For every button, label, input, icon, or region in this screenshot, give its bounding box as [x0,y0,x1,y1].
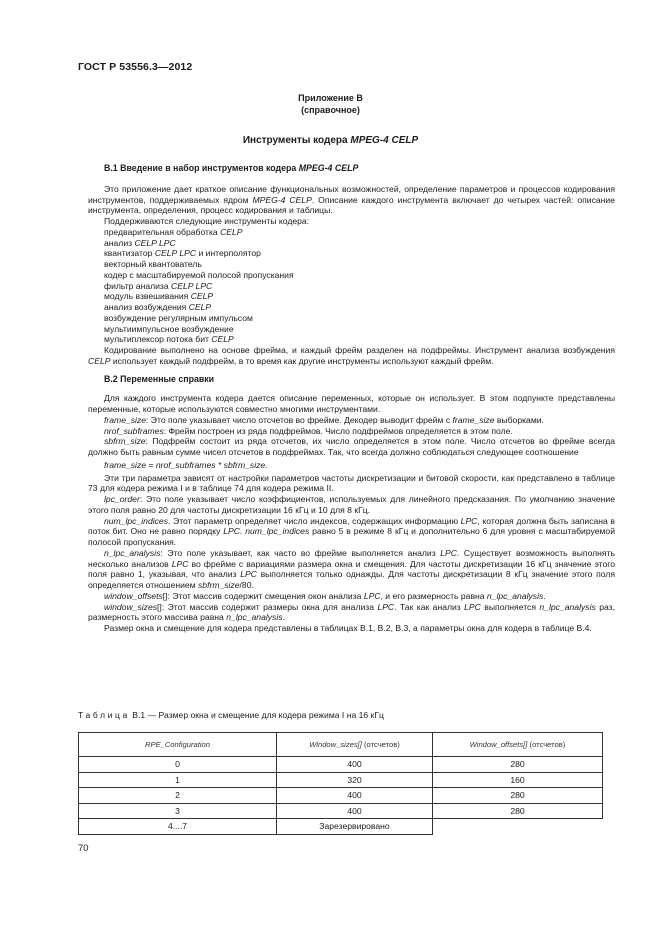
text: []: Этот массив содержит смещения окон анализа [162,590,364,601]
annex-title: Приложение В [298,93,363,103]
paragraph-tables-ref: Размер окна и смещение для кодера представлены в таблицах В.1, В.2, В.3, а параметры окна для кодера в таблице В.4. [104,623,592,633]
tool-list-item [104,324,615,335]
text: выборками. [494,414,544,425]
table-caption-label: Таблица [78,710,130,720]
text: равно 5 в режиме 8 кГц и дополнительно 6 для уровня с масштабируемой полосой пропускания. [88,526,615,547]
section-b1-heading-text: В.1 Введение в набор инструментов кодера [104,163,299,173]
table-body [79,733,603,835]
tool-list-item [104,238,615,249]
def-nrof-subframes [88,426,615,437]
text: . [543,590,546,601]
header-var: Window_sizes[] [309,740,362,749]
var-name: sbfrm_size [104,436,146,447]
text: /80. [239,580,254,590]
def-num-lpc-indices [88,516,615,548]
text: . Описание каждого инструмента включает до четырех частей: описание инструмента, определения, процесс кодирования и таблицы. [88,194,615,216]
var-name: nrof_subframes [104,425,164,436]
table-cell: 4....7 [79,819,277,835]
table-cell: 2 [79,788,277,804]
tool-list [88,227,615,345]
tool-name-italic: CELP LPC [171,280,213,291]
text-italic: LPC [460,515,478,526]
text: использует каждый подфрейм, в то время как другие инструменты используют каждый фрейм. [110,355,494,366]
tool-name: векторный квантователь [104,259,202,269]
tool-name-italic: CELP LPC [134,237,176,248]
table-cell: 0 [79,757,277,773]
text: : Это поле указывает число коэффициентов, используемых для линейного предсказания. По умолчанию значение этого поля равно 20 для частоты дискретизации 16 кГц и 10 для 8 кГц. [88,494,615,515]
tool-list-item [104,270,615,281]
text-italic: LPC [240,569,257,580]
table-cell: 280 [433,757,603,773]
text: во фрейме с вариациями размера окна и смещения. Для частоты дискретизации 16 кГц значение этого поля равно 1, указывая, что анализ [88,558,615,580]
tool-list-item [104,259,615,270]
paragraph-b1-intro [88,184,615,216]
table-cell: 400 [277,788,433,804]
def-frame-size [88,415,615,426]
main-title-text: Инструменты кодера [242,135,351,146]
table-cell: Зарезервировано [277,819,433,835]
table-row-reserved [79,819,603,835]
text: выполняется [480,601,540,612]
var-name: num_lpc_indices [104,515,169,526]
tool-name: анализ возбуждения [104,302,189,312]
text-italic: frame_size [452,414,495,425]
table-header-cell [433,733,603,757]
tool-name: мультиимпульсное возбуждение [104,323,234,334]
table-cell: 400 [277,757,433,773]
standard-header: ГОСТ Р 53556.3—2012 [78,61,193,73]
text-italic: MPEG-4 CELP [252,194,312,205]
paragraph-b2-intro: Для каждого инструмента кодера дается описание переменных, которые он использует. В этом подпункте представлены переменные, которые используются совместно многими инструментами. [88,393,615,414]
annex-main-title [0,135,661,146]
table-cell: 1 [79,772,277,788]
section-b1-heading [104,163,615,174]
table-cell: 280 [433,788,603,804]
text: Кодирование выполнено на основе фрейма, и каждый фрейм разделен на подфреймы. Инструмент анализа возбуждения [104,345,615,355]
main-title-italic: MPEG-4 CELP [350,135,419,146]
tool-list-item [104,281,615,292]
table-header-cell [277,733,433,757]
text: . Существует возможность выполнять несколько анализов [88,547,615,569]
text-italic: n_lpc_analysis [539,601,596,612]
table-cell: 3 [79,803,277,819]
annex-subtitle: (справочное) [301,105,360,115]
table-row [79,788,603,804]
text-italic: LPC [440,547,457,558]
text: []: Этот массив содержит размеры окна для анализа [157,601,378,612]
table-row [79,803,603,819]
header-unit: (отсчетов) [527,740,566,749]
paragraph-b1-coding [88,345,615,367]
tool-list-item [104,334,615,345]
var-name: lpc_order [104,494,140,504]
table-row [79,772,603,788]
tool-list-item [104,227,615,238]
tool-name: предварительная обработка [104,226,221,237]
text-italic: CELP [88,355,111,366]
document-body [88,163,615,634]
header-unit: (отсчетов) [361,740,400,749]
table-header-cell [79,733,277,757]
def-lpc-order [88,494,615,516]
text-italic: LPC [377,601,395,612]
text: , и его размерность равна [380,590,487,601]
tool-list-item [104,313,615,324]
tool-name-italic: CELP [220,226,243,237]
var-name: window_sizes [104,601,158,612]
table-cell: 280 [433,803,603,819]
text: , которая должна быть записана в поток бит. Оно не равно порядку [88,515,616,537]
text-italic: n_lpc_analysis [226,612,283,623]
section-b2-heading: В.2 Переменные справки [104,373,215,384]
var-name: frame_size [104,414,147,425]
text-italic: LPC. num_lpc_indices [223,526,310,537]
def-n-lpc-analysis [88,548,615,591]
text: выполняется только однажды. Для частоты дискретизации 8 кГц значение этого поля определяется отношением [88,569,615,590]
tool-name: фильтр анализа [104,280,172,291]
tool-list-item [104,291,615,302]
text: . Этот параметр определяет число индексов, содержащих информацию [168,515,461,526]
tool-name: кодер с масштабируемой полосой пропускания [104,269,294,280]
text: : Фрейм построен из ряда подфреймов. Число подфреймов определяется в этом поле. [163,425,513,436]
table-cell: 320 [277,772,433,788]
paragraph-three-params: Эти три параметра зависят от настройки параметров частоты дискретизации и битовой скорости, как представлено в таблице 73 для кодера режима I и в таблице 74 для кодера режима II. [88,472,615,494]
text: . [282,612,285,623]
tool-list-item [104,302,615,313]
def-window-offsets [88,591,615,602]
formula-text: frame_size = nrof_subframes * sbfrm_size. [104,459,268,470]
tool-name: возбуждение регулярным импульсом [104,312,253,323]
table-caption [78,710,384,720]
table-cell: 400 [277,803,433,819]
text: Это приложение дает краткое описание функциональных возможностей, определение параметров и процессов кодирования инструментов, поддерживаемых ядром [88,183,615,205]
tool-name: квантизатор [104,248,155,259]
def-sbfrm-size [88,436,615,458]
section-b1-heading-italic: MPEG-4 CELP [298,163,359,173]
tool-name-italic: CELP [188,302,212,312]
text: : Подфрейм состоит из ряда отсчетов, их число определяется в этом поле. Число отсчетов во фрейме всегда должно быть равным сумме чисел отсчетов в подфреймах. Так, что всегда должно соблюдаться следующее соотношение [88,436,615,457]
tool-name: модуль взвешивания [104,291,191,302]
window-table [78,732,603,835]
text-italic: sbfrm_size [198,580,240,590]
page-number: 70 [78,843,89,854]
var-name: window_offsets [104,590,163,601]
tool-name-italic: CELP LPC [154,248,197,259]
text-italic: n_lpc_analysis [486,590,544,601]
text-italic: LPC [171,558,189,569]
table-header-row [79,733,603,757]
table-cell: 160 [433,772,603,788]
tool-name-italic: CELP [190,291,214,302]
text-italic: LPC [363,590,381,601]
formula [104,460,615,471]
header-var: RPE_Configuration [144,740,210,749]
tool-name-suffix: и интерполятор [196,248,261,259]
text-italic: LPC [464,601,481,612]
tool-name: мультиплексор потока бит [104,334,212,345]
tools-intro: Поддерживаются следующие инструменты кодера: [104,216,310,226]
tool-list-item [104,248,615,259]
text: : Это поле указывает число отсчетов во фрейме. Декодер выводит фрейм с [146,414,453,425]
table-caption-text: В.1 — Размер окна и смещение для кодера режима I на 16 кГц [129,710,384,720]
header-var: Window_offsets[] [469,740,528,749]
tool-name-italic: CELP [211,334,234,345]
table-cell-empty [433,819,603,835]
var-name: n_lpc_analysis [104,547,161,558]
text: раз, размерность этого массива равна [88,601,615,623]
tool-name: анализ [104,237,135,248]
text: : Это поле указывает, как часто во фрейме выполняется анализ [160,547,441,558]
table-row [79,757,603,773]
def-window-sizes [88,602,615,624]
text: . Так как анализ [394,601,465,612]
